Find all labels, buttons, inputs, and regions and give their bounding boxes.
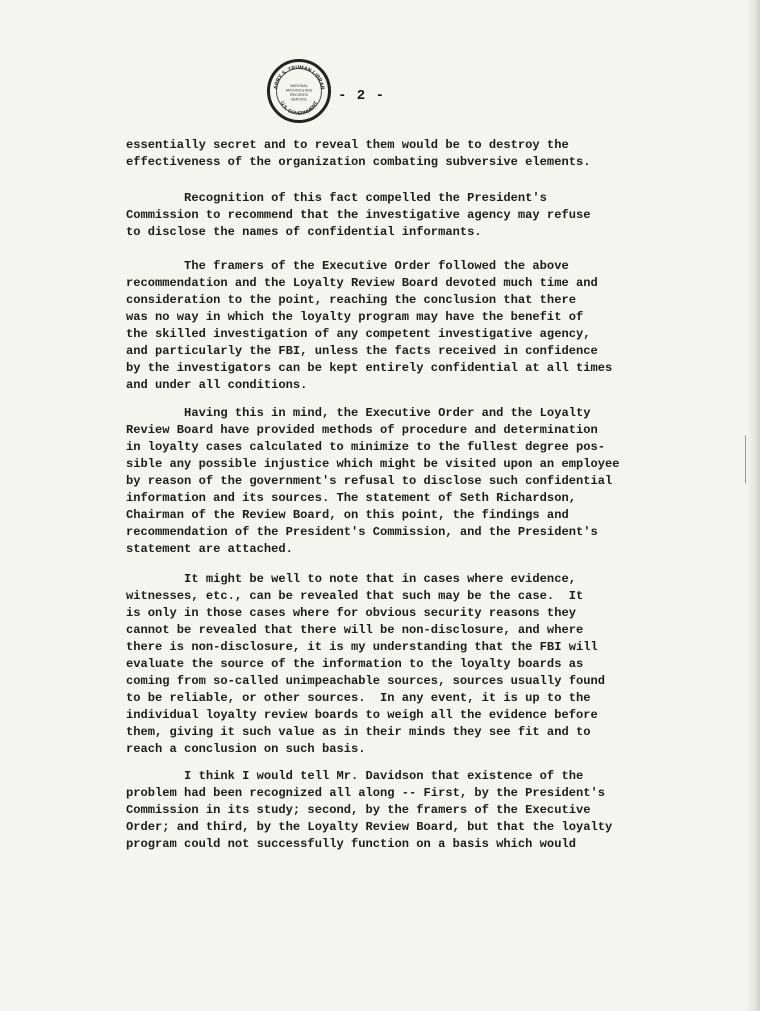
text-line: coming from so-called unimpeachable sources, sources usually found (126, 674, 605, 688)
svg-text:NATIONAL: NATIONAL (290, 84, 308, 88)
text-line: and under all conditions. (126, 378, 308, 392)
svg-text:ARCHIVES AND: ARCHIVES AND (285, 88, 313, 93)
text-line: sible any possible injustice which might be visited upon an employee (126, 457, 620, 471)
text-line: was no way in which the loyalty program may have the benefit of (126, 310, 584, 324)
text-line: individual loyalty review boards to weigh all the evidence before (126, 708, 598, 722)
text-line: Order; and third, by the Loyalty Review Board, but that the loyalty (126, 820, 613, 834)
archive-stamp-lettering (267, 59, 331, 123)
text-line: the skilled investigation of any competent investigative agency, (126, 327, 591, 341)
page-fold-mark (745, 428, 756, 484)
text-line: is only in those cases where for obvious security reasons they (126, 606, 576, 620)
page-number: - 2 - (338, 88, 386, 104)
text-line: Commission to recommend that the investigative agency may refuse (126, 208, 591, 222)
archive-stamp (267, 59, 331, 123)
text-line: reach a conclusion on such basis. (126, 742, 366, 756)
svg-text:RECORDS: RECORDS (290, 93, 308, 97)
svg-text:U.S. GOVERNMENT: U.S. GOVERNMENT (278, 100, 320, 118)
text-line: It might be well to note that in cases where evidence, (126, 572, 576, 586)
text-line: recommendation of the President's Commission, and the President's (126, 525, 598, 539)
text-line: essentially secret and to reveal them would be to destroy the (126, 138, 569, 152)
svg-text:HARRY S. TRUMAN LIBRARY: ARRY S. TRUMAN LIBRAR (273, 64, 325, 91)
text-line: problem had been recognized all along -- First, by the President's (126, 786, 605, 800)
text-line: Recognition of this fact compelled the President's (126, 191, 547, 205)
text-line: to be reliable, or other sources. In any event, it is up to the (126, 691, 591, 705)
text-line: in loyalty cases calculated to minimize to the fullest degree pos- (126, 440, 605, 454)
text-line: evaluate the source of the information to the loyalty boards as (126, 657, 584, 671)
text-line: statement are attached. (126, 542, 293, 556)
text-line: information and its sources. The statement of Seth Richardson, (126, 491, 576, 505)
text-line: Having this in mind, the Executive Order and the Loyalty (126, 406, 591, 420)
text-line: program could not successfully function on a basis which would (126, 837, 576, 851)
text-line: them, giving it such value as in their minds they see fit and to (126, 725, 591, 739)
text-line: recommendation and the Loyalty Review Board devoted much time and (126, 276, 598, 290)
text-line: cannot be revealed that there will be non-disclosure, and where (126, 623, 584, 637)
text-line: effectiveness of the organization combating subversive elements. (126, 155, 591, 169)
text-line: consideration to the point, reaching the conclusion that there (126, 293, 576, 307)
text-line: I think I would tell Mr. Davidson that existence of the (126, 769, 584, 783)
svg-text:SERVICE: SERVICE (291, 97, 307, 102)
text-line: The framers of the Executive Order followed the above (126, 259, 569, 273)
text-line: by the investigators can be kept entirely confidential at all times (126, 361, 613, 375)
text-line: Chairman of the Review Board, on this point, the findings and (126, 508, 569, 522)
text-line: witnesses, etc., can be revealed that such may be the case. It (126, 589, 584, 603)
text-line: by reason of the government's refusal to disclose such confidential (126, 474, 613, 488)
text-line: there is non-disclosure, it is my understanding that the FBI will (126, 640, 598, 654)
text-line: Commission in its study; second, by the framers of the Executive (126, 803, 591, 817)
text-line: and particularly the FBI, unless the facts received in confidence (126, 344, 598, 358)
page-edge (746, 0, 760, 1011)
text-line: to disclose the names of confidential informants. (126, 225, 482, 239)
text-line: Review Board have provided methods of procedure and determination (126, 423, 598, 437)
